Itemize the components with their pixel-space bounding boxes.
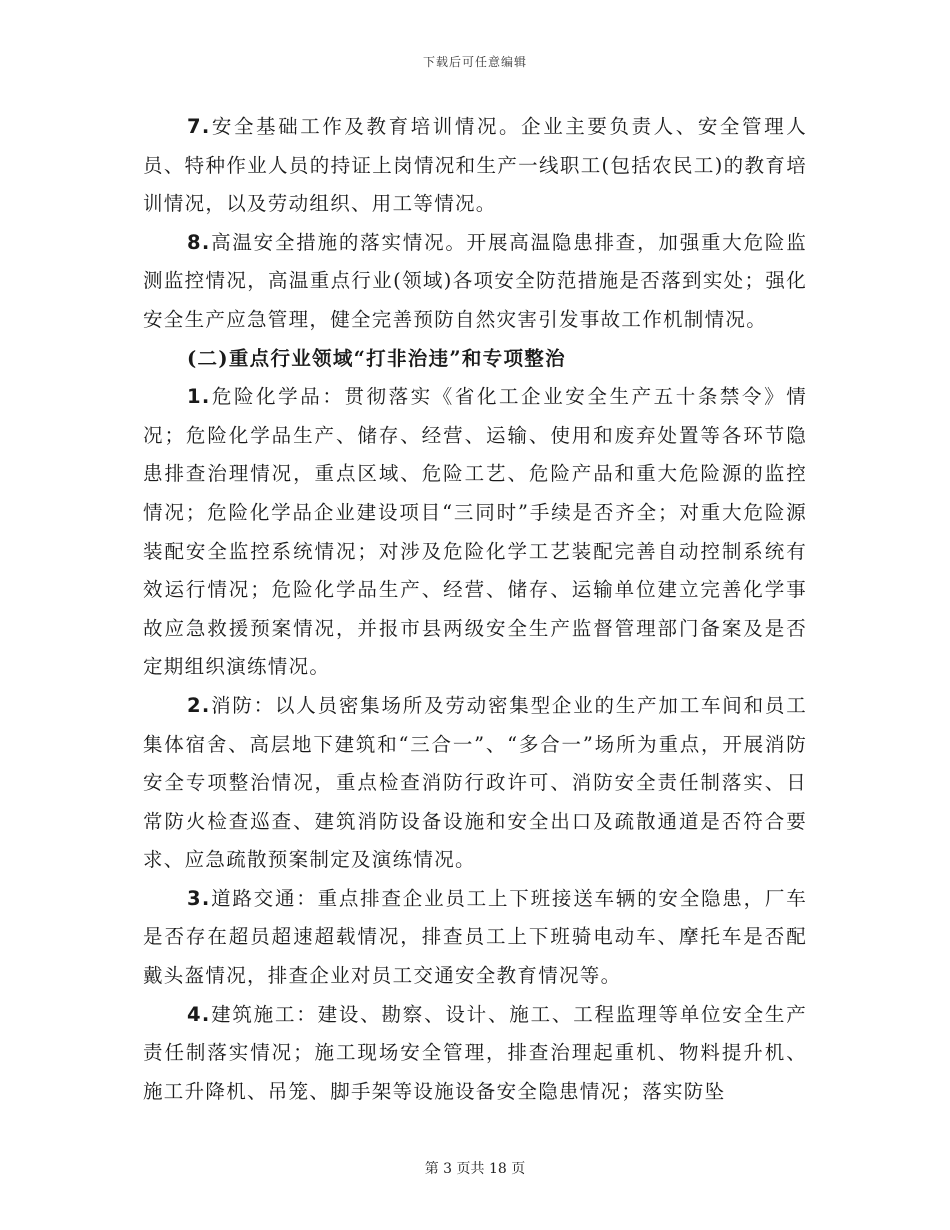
paragraph-number: 2. (187, 693, 211, 717)
section-heading: (二)重点行业领域“打非治违”和专项整治 (187, 346, 566, 370)
paragraph-text: 高温安全措施的落实情况。开展高温隐患排查，加强重大危险监测监控情况，高温重点行业(领域)各项安全防范措施是否落到实处；强化安全生产应急管理，健全完善预防自然灾害引发事故工作机制情况。 (143, 230, 807, 331)
page-number: 第 3 页共 18 页 (424, 1161, 526, 1177)
item-2-fire-protection (143, 687, 807, 880)
paragraph-8 (143, 224, 807, 340)
header-note: 下载后可任意编辑 (422, 55, 527, 69)
item-3-road-traffic (143, 880, 807, 996)
paragraph-number: 1. (187, 385, 211, 409)
paragraph-text: 危险化学品：贯彻落实《省化工企业安全生产五十条禁令》情况；危险化学品生产、储存、经营、运输、使用和废弃处置等各环节隐患排查治理情况，重点区域、危险工艺、危险产品和重大危险源的监控情况；危险化学品企业建设项目“三同时”手续是否齐全；对重大危险源装配安全监控系统情况；对涉及危险化学工艺装配完善自动控制系统有效运行情况；危险化学品生产、经营、储存、运输单位建立完善化学事故应急救援预案情况，并报市县两级安全生产监督管理部门备案及是否定期组织演练情况。 (143, 385, 807, 679)
item-1-hazardous-chemicals (143, 378, 807, 687)
paragraph-number: 4. (187, 1002, 211, 1026)
paragraph-number: 7. (187, 115, 211, 138)
document-body (143, 108, 807, 1111)
paragraph-7 (143, 108, 807, 224)
paragraph-text: 消防：以人员密集场所及劳动密集型企业的生产加工车间和员工集体宿舍、高层地下建筑和“三合一”、“多合一”场所为重点，开展消防安全专项整治情况，重点检查消防行政许可、消防安全责任制落实、日常防火检查巡查、建筑消防设备设施和安全出口及疏散通道是否符合要求、应急疏散预案制定及演练情况。 (143, 693, 807, 872)
paragraph-number: 3. (187, 886, 211, 910)
paragraph-number: 8. (187, 230, 211, 254)
paragraph-text: 道路交通：重点排查企业员工上下班接送车辆的安全隐患，厂车是否存在超员超速超载情况，排查员工上下班骑电动车、摩托车是否配戴头盔情况，排查企业对员工交通安全教育情况等。 (143, 886, 807, 988)
item-4-construction (143, 996, 807, 1112)
paragraph-text: 安全基础工作及教育培训情况。企业主要负责人、安全管理人员、特种作业人员的持证上岗情况和生产一线职工(包括农民工)的教育培训情况，以及劳动组织、用工等情况。 (143, 115, 807, 216)
paragraph-text: 建筑施工：建设、勘察、设计、施工、工程监理等单位安全生产责任制落实情况；施工现场安全管理，排查治理起重机、物料提升机、施工升降机、吊笼、脚手架等设施设备安全隐患情况；落实防坠 (143, 1002, 807, 1103)
